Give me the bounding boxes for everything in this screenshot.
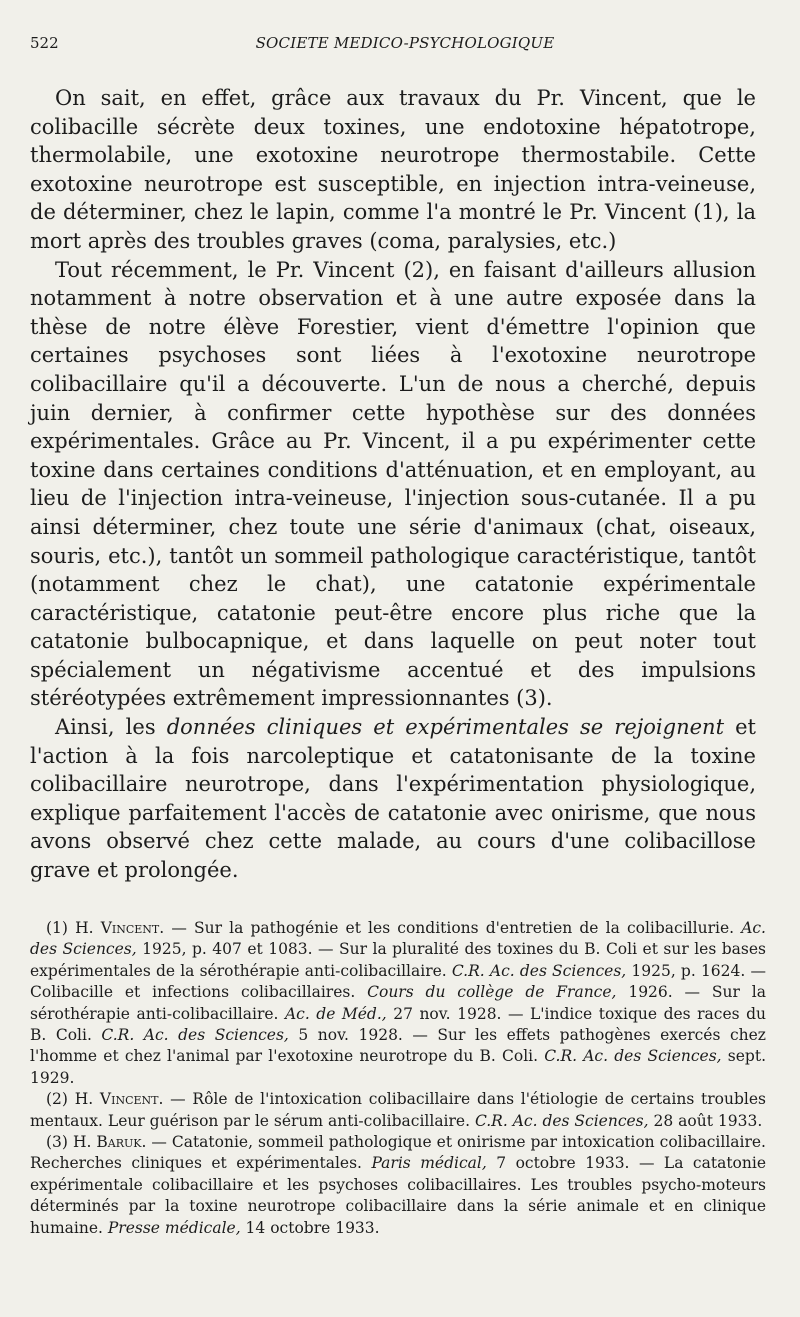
footnote-2 bbox=[30, 1089, 766, 1132]
footnote-1 bbox=[30, 918, 766, 1089]
footnote-2-author: H. Vincent. bbox=[74, 1090, 164, 1109]
footnote-2-number: (2) bbox=[46, 1090, 75, 1109]
paragraph-3-emphasis: données cliniques et expérimentales se rejoignent bbox=[166, 715, 725, 740]
footnote-1-text-3: 1925, p. 1624. — Colibacille et infections colibacillaires. bbox=[30, 961, 766, 1002]
footnote-1-number: (1) bbox=[46, 919, 76, 937]
running-title: SOCIETE MEDICO-PSYCHOLOGIQUE bbox=[255, 34, 555, 52]
footnote-2-text-1: — Rôle de l'intoxication colibacillaire dans l'étiologie de certains troubles mentaux. Leur guérison par le sérum anti-colibacillaire. bbox=[30, 1090, 766, 1130]
footnote-3-author: H. Baruk. bbox=[72, 1133, 147, 1152]
footnote-1-source-5: C.R. Ac. des Sciences, bbox=[101, 1026, 289, 1045]
footnote-1-source-4: Ac. de Méd., bbox=[284, 1004, 387, 1023]
footnote-1-text-6: 5 nov. 1928. — Sur les effets pathogènes exercés chez l'homme et chez l'animal par l'exotoxine neurotrope du B. Coli. bbox=[30, 1026, 766, 1066]
footnote-3-source-2: Presse médicale, bbox=[107, 1218, 241, 1237]
page-number: 522 bbox=[30, 34, 59, 52]
footnote-2-text-2: 28 août 1933. bbox=[648, 1111, 763, 1130]
footnote-1-text-5: 27 nov. 1928. — L'indice toxique des races du B. Coli. bbox=[30, 1004, 766, 1045]
paragraph-3-start: Ainsi, les bbox=[55, 715, 167, 740]
footnote-3-text-3: 14 octobre 1933. bbox=[240, 1218, 380, 1237]
footnote-3-source-1: Paris médical, bbox=[371, 1154, 487, 1173]
footnote-1-text-7: sept. 1929. bbox=[30, 1047, 766, 1087]
footnote-1-source-2: C.R. Ac. des Sciences, bbox=[451, 961, 627, 980]
footnote-1-text-4: 1926. — Sur la sérothérapie anti-colibacillaire. bbox=[30, 983, 766, 1023]
footnote-1-author: H. Vincent. bbox=[75, 919, 165, 937]
paragraph-3-end: et l'action à la fois narcoleptique et catatonisante de la toxine colibacillaire neurotrope, dans l'expérimentation physiologique, explique parfaitement l'accès de catatonie avec onirisme, que nous avons observé chez cette malade, au cours d'une colibacillose grave et prolongée. bbox=[30, 715, 756, 883]
body-text bbox=[30, 84, 756, 885]
footnotes bbox=[30, 918, 766, 1239]
page-header bbox=[30, 34, 780, 58]
paragraph-1: On sait, en effet, grâce aux travaux du Pr. Vincent, que le colibacille sécrète deux toxines, une endotoxine hépatotrope, thermolabile, une exotoxine neurotrope thermostabile. Cette exotoxine neurotrope est susceptible, en injection intra-veineuse, de déterminer, chez le lapin, comme l'a montré le Pr. Vincent (1), la mort après des troubles graves (coma, paralysies, etc.) bbox=[30, 86, 756, 253]
paragraph-3 bbox=[30, 713, 756, 885]
paragraph-2: Tout récemment, le Pr. Vincent (2), en faisant d'ailleurs allusion notamment à notre observation et à une autre exposée dans la thèse de notre élève Forestier, vient d'émettre l'opinion que certaines psychoses sont liées à l'exotoxine neurotrope colibacillaire qu'il a découverte. L'un de nous a cherché, depuis juin dernier, à confirmer cette hypothèse sur des données expérimentales. Grâce au Pr. Vincent, il a pu expérimenter cette toxine dans certaines conditions d'atténuation, et en employant, au lieu de l'injection intra-veineuse, l'injection sous-cutanée. Il a pu ainsi déterminer, chez toute une série d'animaux (chat, oiseaux, souris, etc.), tantôt un sommeil pathologique caractéristique, tantôt (notamment chez le chat), une catatonie expérimentale caractéristique, catatonie peut-être encore plus riche que la catatonie bulbocapnique, et dans laquelle on peut noter tout spécialement un négativisme accentué et des impulsions stéréotypées extrêmement impressionnantes (3). bbox=[30, 257, 756, 711]
footnote-1-text-2: 1925, p. 407 et 1083. — Sur la pluralité des toxines du B. Coli et sur les bases expérimentales de la sérothérapie anti-colibacillaire. bbox=[30, 940, 766, 980]
footnote-1-source-1: Ac. des Sciences, bbox=[30, 919, 766, 959]
footnote-1-text-1: — Sur la pathogénie et les conditions d'entretien de la colibacillurie. bbox=[164, 919, 742, 937]
footnote-3-number: (3) bbox=[46, 1133, 73, 1152]
footnote-3-text-1: — Catatonie, sommeil pathologique et onirisme par intoxication colibacillaire. Recherches cliniques et expérimentales. bbox=[30, 1133, 766, 1173]
footnote-1-source-3: Cours du collège de France, bbox=[367, 983, 617, 1002]
footnote-3 bbox=[30, 1132, 766, 1239]
footnote-3-text-2: 7 octobre 1933. — La catatonie expérimentale colibacillaire et les psychoses colibacillaires. Les troubles psycho-moteurs déterminés par la toxine neurotrope colibacillaire dans la série animale et en clinique humaine. bbox=[30, 1154, 766, 1237]
footnote-1-source-6: C.R. Ac. des Sciences, bbox=[544, 1047, 722, 1066]
footnote-2-source-1: C.R. Ac. des Sciences, bbox=[474, 1111, 649, 1130]
